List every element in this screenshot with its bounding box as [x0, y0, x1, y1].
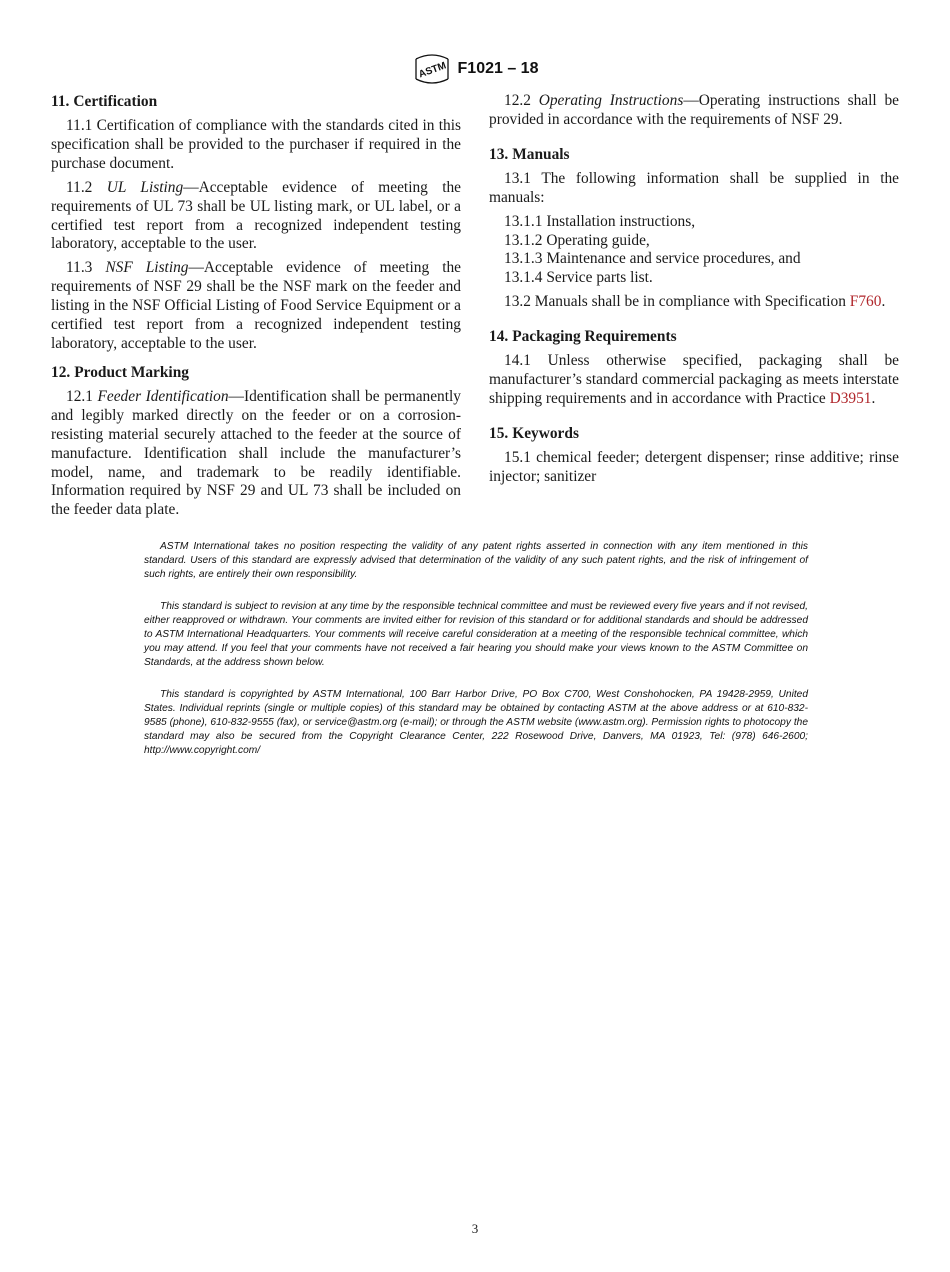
section-heading-manuals: 13. Manuals	[489, 145, 570, 163]
paragraph-13-1: 13.1 The following information shall be supplied in the manuals:	[489, 169, 899, 206]
section-heading-certification: 11. Certification	[51, 93, 158, 110]
list-item: 13.1.3 Maintenance and service procedures, and	[504, 250, 801, 268]
paragraph-14-1: 14.1 Unless otherwise specified, packaging shall be manufacturer’s standard commercial packaging as meets interstate shipping requirements and in accordance with Practice D3951.	[489, 352, 899, 407]
page-number: 3	[471, 1221, 479, 1236]
list-item: 13.1.2 Operating guide,	[504, 231, 650, 249]
list-item: 13.1.1 Installation instructions,	[504, 212, 696, 230]
standard-designation: F1021 – 18	[457, 60, 539, 77]
left-column	[51, 92, 461, 525]
section-heading-product-marking: 12. Product Marking	[51, 363, 189, 381]
paragraph-11-3: 11.3 NSF Listing—Acceptable evidence of meeting the requirements of NSF 29 shall be the NSF mark on the feeder and listing in the NSF Official Listing of Food Service Equipment or a certified test report from a recognized independent testing laboratory, acceptable to the user.	[51, 259, 461, 352]
revision-notice: This standard is subject to revision at any time by the responsible technical committee and must be reviewed every five years and if not revised, either reapproved or withdrawn. Your comments are invited either for revision of this standard or for additional standards and should be addressed to ASTM International Headquarters. Your comments will receive careful consideration at a meeting of the responsible technical committee, which you may attend. If you feel that your comments have not received a fair hearing you should make your views known to the ASTM Committee on Standards, at the address shown below.	[144, 601, 808, 668]
copyright-notice: This standard is copyrighted by ASTM International, 100 Barr Harbor Drive, PO Box C700, West Conshohocken, PA 19428-2959, United States. Individual reprints (single or multiple copies) of this standard may be obtained by contacting ASTM at the above address or at 610-832-9585 (phone), 610-832-9555 (fax), or service@astm.org (e-mail); or through the ASTM website (www.astm.org). Permission rights to photocopy the standard may also be secured from the Copyright Clearance Center, 222 Rosewood Drive, Danvers, MA 01923, Tel: (978) 646-2600; http://www.copyright.com/	[144, 689, 808, 756]
list-item: 13.1.4 Service parts list.	[504, 269, 653, 287]
paragraph-11-2: 11.2 UL Listing—Acceptable evidence of meeting the requirements of UL 73 shall be UL listing mark, or UL label, or a certified test report from a recognized independent testing laboratory, acceptable to the user.	[51, 178, 461, 253]
reference-link-f760[interactable]: F760	[849, 293, 882, 311]
paragraph-12-2: 12.2 Operating Instructions—Operating instructions shall be provided in accordance with the requirements of NSF 29.	[489, 92, 900, 128]
paragraph-11-1: 11.1 Certification of compliance with the standards cited in this specification shall be provided to the purchaser if required in the purchase document.	[51, 117, 461, 172]
section-heading-packaging: 14. Packaging Requirements	[489, 328, 677, 346]
right-column	[489, 92, 899, 492]
paragraph-15-1: 15.1 chemical feeder; detergent dispenser; rinse additive; rinse injector; sanitizer	[489, 448, 899, 485]
reference-link-d3951[interactable]: D3951	[829, 389, 872, 407]
svg-text:ASTM: ASTM	[416, 60, 448, 81]
patent-notice: ASTM International takes no position respecting the validity of any patent rights asserted in connection with any item mentioned in this standard. Users of this standard are expressly advised that determination of the validity of any such patent rights, and the risk of infringement of such rights, are entirely their own responsibility.	[144, 541, 808, 580]
paragraph-12-1: 12.1 Feeder Identification—Identification shall be permanently and legibly marked directly on the feeder or on a corrosion-resisting material securely attached to the feeder at the source of manufacture. Identification shall include the manufacturer’s model, name, and trademark to be readily identifiable. Information required by NSF 29 and UL 73 shall be included on the feeder data plate.	[51, 387, 462, 519]
legal-notices	[144, 540, 808, 776]
page-header	[0, 52, 950, 86]
paragraph-13-2: 13.2 Manuals shall be in compliance with Specification F760.	[504, 293, 886, 311]
astm-logo-icon	[412, 53, 452, 85]
section-heading-keywords: 15. Keywords	[489, 424, 579, 442]
